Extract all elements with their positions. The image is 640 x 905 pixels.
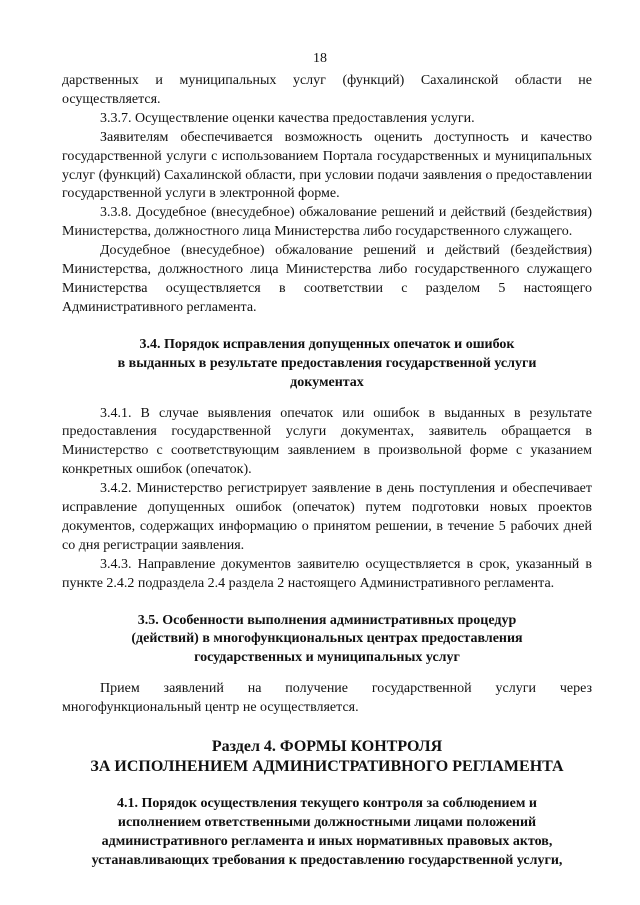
paragraph: Прием заявлений на получение государственной услуги через многофункциональный центр не осуществляется. (62, 681, 592, 716)
heading-line: устанавливающих требования к предоставлению государственной услуги, (91, 852, 563, 868)
section-4-title (62, 737, 592, 776)
page-number: 18 (313, 51, 327, 66)
paragraph: дарственных и муниципальных услуг (функций) Сахалинской области не осуществляется. (62, 73, 592, 107)
heading-line: административного регламента и иных нормативных правовых актов, (101, 833, 553, 849)
heading-line: государственных и муниципальных услуг (194, 650, 460, 666)
section-title-line: ЗА ИСПОЛНЕНИЕМ АДМИНИСТРАТИВНОГО РЕГЛАМЕНТА (90, 757, 564, 775)
paragraph: 3.4.1. В случае выявления опечаток или ошибок в выданных в результате предоставления государственной услуги документах, заявитель обращается в Министерство с соответствующим заявлением в произвольной форме с указанием конкретных ошибок (опечаток). (62, 405, 592, 478)
heading-line: (действий) в многофункциональных центрах предоставления (131, 631, 523, 647)
heading-line: исполнением ответственными должностными лицами положений (117, 815, 537, 830)
document-body (62, 72, 592, 871)
heading-3-4 (62, 336, 592, 393)
paragraph: 3.3.8. Досудебное (внесудебное) обжалование решений и действий (бездействия) Министерства, должностного лица Министерства либо государственного служащего. (62, 205, 592, 240)
section-title-line: Раздел 4. ФОРМЫ КОНТРОЛЯ (211, 738, 443, 756)
paragraph: Заявителям обеспечивается возможность оценить доступность и качество государственной услуги с использованием Портала государственных и муниципальных услуг (функций) Сахалинской области, при условии подачи заявления о предоставлении государственной услуги в электронной форме. (62, 129, 592, 202)
paragraph: 3.3.7. Осуществление оценки качества предоставления услуги. (100, 110, 475, 126)
heading-line: в выданных в результате предоставления государственной услуги (117, 355, 537, 371)
heading-line: 4.1. Порядок осуществления текущего контроля за соблюдением и (117, 796, 537, 812)
paragraph: 3.4.3. Направление документов заявителю осуществляется в срок, указанный в пункте 2.4.2 подраздела 2.4 раздела 2 настоящего Административного регламента. (62, 556, 592, 591)
heading-line: 3.5. Особенности выполнения административных процедур (137, 612, 517, 628)
paragraph: 3.4.2. Министерство регистрирует заявление в день поступления и обеспечивает исправление допущенных ошибок (опечаток) путем подготовки новых проектов документов, содержащих информацию о принятом решении, в течение 5 рабочих дней со дня регистрации заявления. (62, 481, 592, 553)
heading-3-5 (62, 612, 592, 669)
heading-line: 3.4. Порядок исправления допущенных опечаток и ошибок (139, 336, 515, 352)
heading-4-1 (62, 795, 592, 871)
heading-line: документах (290, 374, 364, 390)
paragraph: Досудебное (внесудебное) обжалование решений и действий (бездействия) Министерства, должностного лица Министерства либо государственного служащего Министерства осуществляется в соответствии с разделом 5 настоящего Административного регламента. (62, 243, 592, 315)
